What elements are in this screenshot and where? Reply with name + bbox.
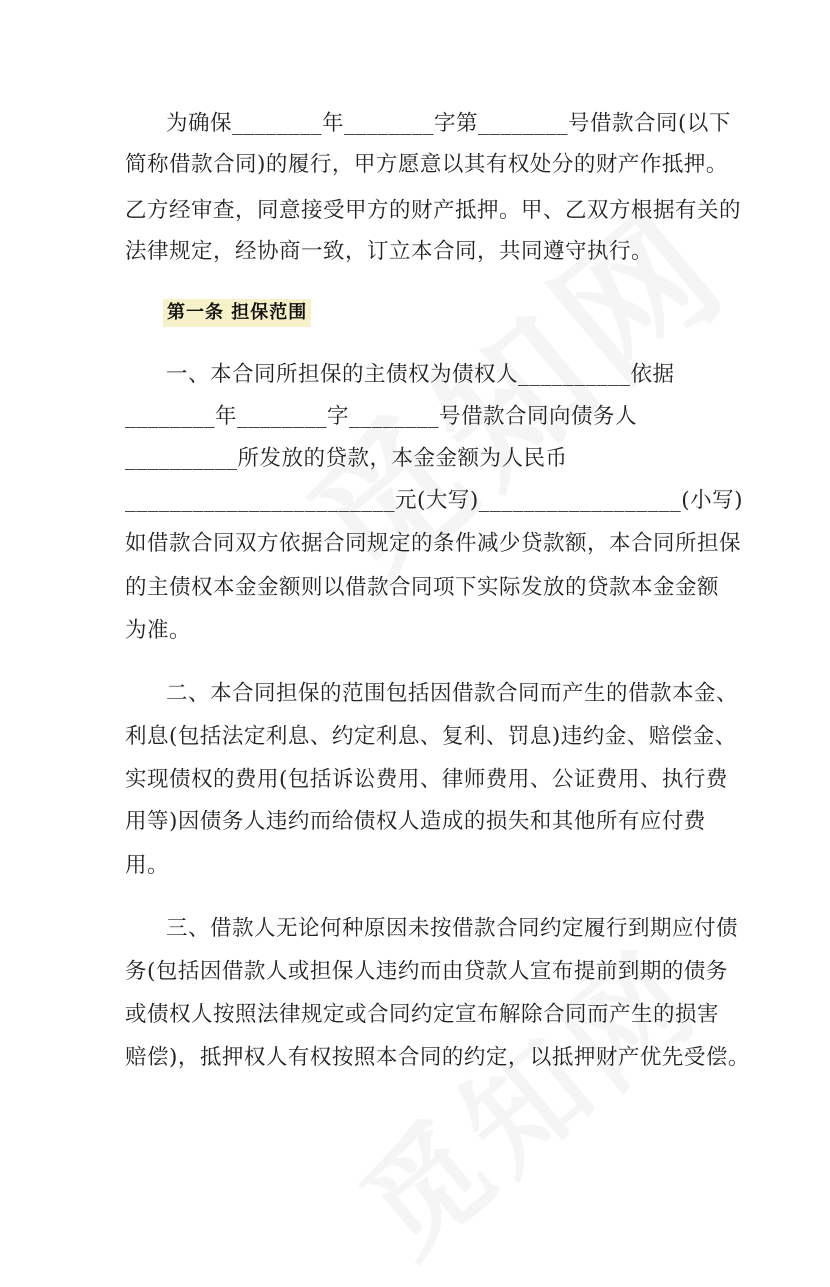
clause-1-line-1: 一、本合同所担保的主债权为债权人__________依据 — [166, 362, 675, 387]
clause-2-line-4: 用等)因债务人违约而给债权人造成的损失和其他所有应付费 — [125, 809, 706, 834]
clause-2-line-5: 用。 — [125, 853, 170, 878]
clause-3-line-3: 或债权人按照法律规定或合同约定宣布解除合同而产生的损害 — [125, 1002, 720, 1027]
clause-1-line-2: ________年________字________号借款合同向债务人 — [125, 404, 638, 429]
intro-line-4: 法律规定，经协商一致，订立本合同，共同遵守执行。 — [125, 239, 654, 264]
clause-2-line-1: 二、本合同担保的范围包括因借款合同而产生的借款本金、 — [166, 681, 739, 706]
clause-2-line-2: 利息(包括法定利息、约定利息、复利、罚息)违约金、赔偿金、 — [125, 724, 737, 749]
clause-1-line-4: ________________________元(大写)__________________(小写) — [125, 488, 744, 513]
intro-line-2: 简称借款合同)的履行，甲方愿意以其有权处分的财产作抵押。 — [125, 152, 728, 177]
clause-3-line-4: 赔偿)，抵押权人有权按照本合同的约定，以抵押财产优先受偿。 — [125, 1045, 750, 1070]
clause-3-line-1: 三、借款人无论何种原因未按借款合同约定履行到期应付债 — [166, 916, 739, 941]
clause-1-line-6: 的主债权本金金额则以借款合同项下实际发放的贷款本金金额 — [125, 575, 720, 600]
clause-2-line-3: 实现债权的费用(包括诉讼费用、律师费用、公证费用、执行费 — [125, 767, 728, 792]
clause-1-line-3: __________所发放的贷款，本金金额为人民币 — [125, 446, 568, 471]
clause-1-line-7: 为准。 — [125, 618, 192, 643]
article-1-heading: 第一条 担保范围 — [163, 299, 311, 327]
clause-1-line-5: 如借款合同双方依据合同规定的条件减少贷款额，本合同所担保 — [125, 531, 742, 556]
intro-line-3: 乙方经审查，同意接受甲方的财产抵押。甲、乙双方根据有关的 — [125, 198, 742, 223]
clause-3-line-2: 务(包括因借款人或担保人违约而由贷款人宣布提前到期的债务 — [125, 959, 728, 984]
intro-line-1: 为确保________年________字第________号借款合同(以下 — [166, 111, 731, 136]
